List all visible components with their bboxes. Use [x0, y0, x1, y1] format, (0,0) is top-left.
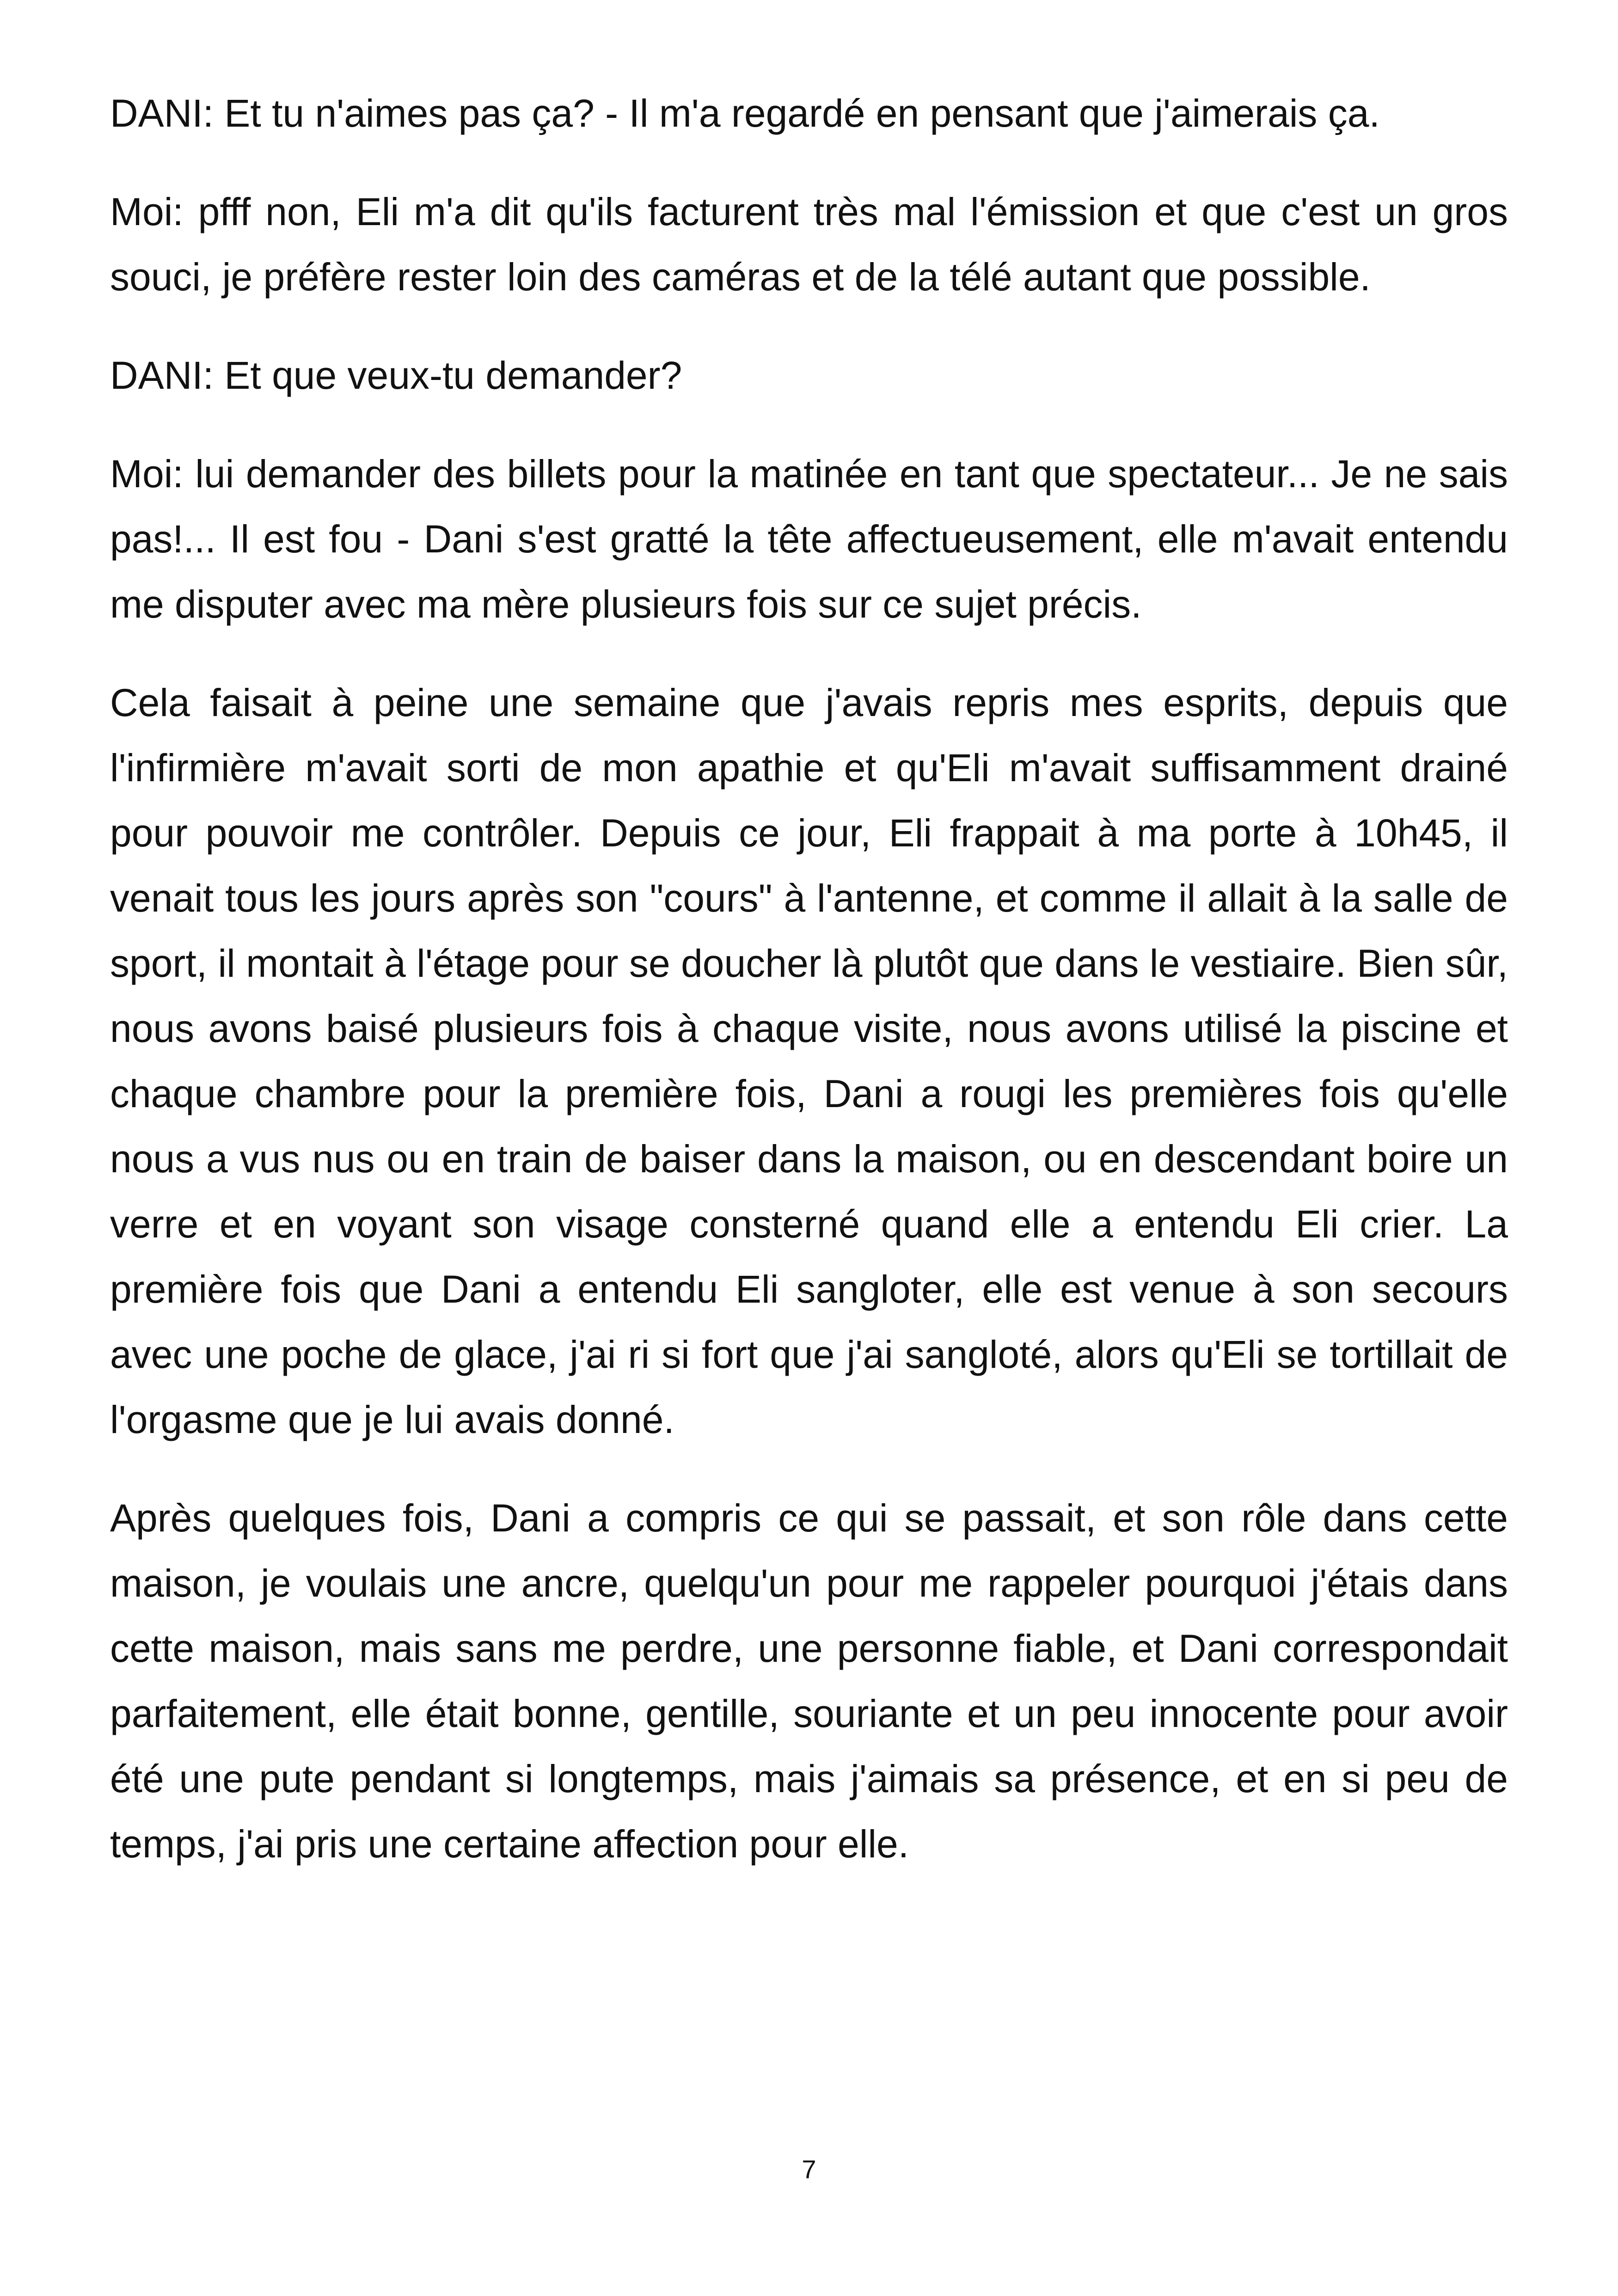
- paragraph: DANI: Et tu n'aimes pas ça? - Il m'a regardé en pensant que j'aimerais ça.: [110, 92, 1380, 135]
- page-number: 7: [802, 2155, 816, 2184]
- paragraph: Cela faisait à peine une semaine que j'avais repris mes esprits, depuis que l'infirmière m'avait sorti de mon apathie et qu'Eli m'avait suffisamment drainé pour pouvoir me contrôler. Depuis ce jour, Eli frappait à ma porte à 10h45, il venait tous les jours après son "cours" à l'antenne, et comme il allait à la salle de sport, il montait à l'étage pour se doucher là plutôt que dans le vestiaire. Bien sûr, nous avons baisé plusieurs fois à chaque visite, nous avons utilisé la piscine et chaque chambre pour la première fois, Dani a rougi les premières fois qu'elle nous a vus nus ou en train de baiser dans la maison, ou en descendant boire un verre et en voyant son visage consterné quand elle a entendu Eli crier. La première fois que Dani a entendu Eli sangloter, elle est venue à son secours avec une poche de glace, j'ai ri si fort que j'ai sangloté, alors qu'Eli se tortillait de l'orgasme que je lui avais donné.: [110, 681, 1508, 1441]
- body-text: [110, 81, 1508, 1910]
- paragraph: DANI: Et que veux-tu demander?: [110, 354, 682, 397]
- paragraph: Moi: lui demander des billets pour la matinée en tant que spectateur... Je ne sais pas!... Il est fou - Dani s'est gratté la tête affectueusement, elle m'avait entendu me disputer avec ma mère plusieurs fois sur ce sujet précis.: [110, 452, 1508, 626]
- paragraph: Moi: pfff non, Eli m'a dit qu'ils facturent très mal l'émission et que c'est un gros souci, je préfère rester loin des caméras et de la télé autant que possible.: [110, 190, 1508, 299]
- paragraph: Après quelques fois, Dani a compris ce qui se passait, et son rôle dans cette maison, je voulais une ancre, quelqu'un pour me rappeler pourquoi j'étais dans cette maison, mais sans me perdre, une personne fiable, et Dani correspondait parfaitement, elle était bonne, gentille, souriante et un peu innocente pour avoir été une pute pendant si longtemps, mais j'aimais sa présence, et en si peu de temps, j'ai pris une certaine affection pour elle.: [110, 1496, 1508, 1866]
